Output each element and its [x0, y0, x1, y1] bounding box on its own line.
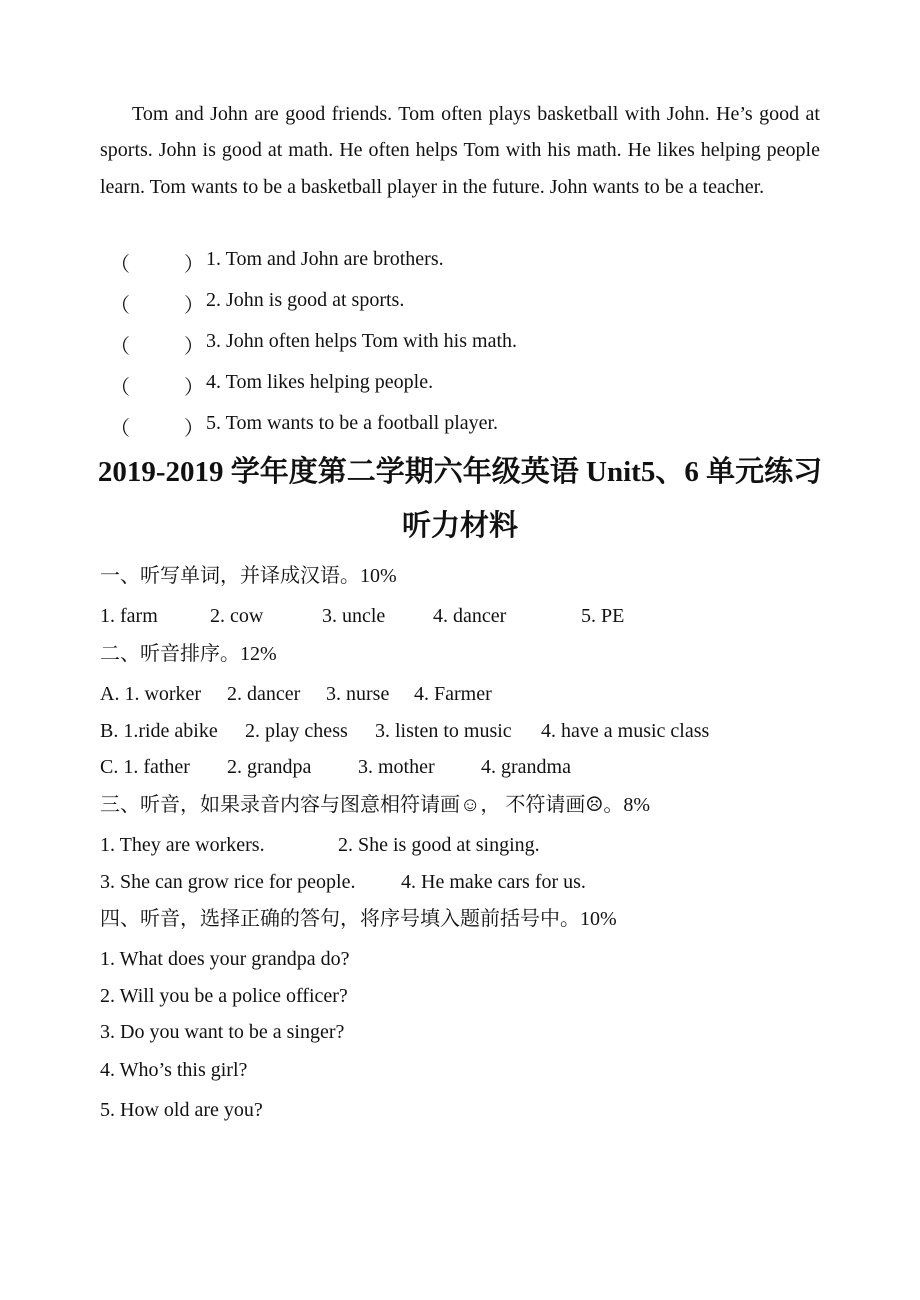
word-item: 4. dancer: [433, 605, 507, 627]
question-item: [110, 248, 630, 274]
question-item: [110, 412, 630, 438]
answer-paren-close: ）: [184, 377, 204, 399]
statement-item: 4. He make cars for us.: [401, 871, 586, 893]
question-text: 5. Tom wants to be a football player.: [206, 412, 499, 434]
section-2-heading: 二、听音排序。12%: [100, 643, 277, 665]
answer-paren-open: （: [110, 336, 130, 358]
order-item: 4. have a music class: [541, 720, 710, 742]
order-item: C. 1. father: [100, 756, 190, 778]
answer-paren-close: ）: [184, 295, 204, 317]
question-item: [110, 371, 630, 397]
answer-paren-close: ）: [184, 418, 204, 440]
answer-paren-open: （: [110, 377, 130, 399]
order-item: 2. play chess: [245, 720, 348, 742]
question-text: 3. John often helps Tom with his math.: [206, 330, 517, 352]
order-item: 3. listen to music: [375, 720, 512, 742]
question-text: 4. Tom likes helping people.: [206, 371, 434, 393]
section-1-heading: 一、听写单词，并译成汉语。10%: [100, 565, 397, 587]
question-item: [110, 289, 630, 315]
statement-item: 3. She can grow rice for people.: [100, 871, 356, 893]
dialogue-question: 4. Who’s this girl?: [100, 1059, 248, 1081]
answer-paren-open: （: [110, 418, 130, 440]
order-item: 4. grandma: [481, 756, 571, 778]
answer-paren-open: （: [110, 295, 130, 317]
answer-paren-close: ）: [184, 254, 204, 276]
statement-item: 1. They are workers.: [100, 834, 265, 856]
section-3-heading: 三、听音，如果录音内容与图意相符请画☺， 不符请画☹。8%: [100, 794, 651, 816]
order-item: 2. dancer: [227, 683, 301, 705]
order-item: 2. grandpa: [227, 756, 312, 778]
answer-paren-open: （: [110, 254, 130, 276]
question-text: 2. John is good at sports.: [206, 289, 405, 311]
answer-paren-close: ）: [184, 336, 204, 358]
word-item: 2. cow: [210, 605, 264, 627]
word-item: 3. uncle: [322, 605, 386, 627]
word-item: 1. farm: [100, 605, 158, 627]
order-item: 4. Farmer: [414, 683, 492, 705]
order-item: A. 1. worker: [100, 683, 202, 705]
question-item: [110, 330, 630, 356]
dialogue-question: 5. How old are you?: [100, 1099, 263, 1121]
statement-item: 2. She is good at singing.: [338, 834, 540, 856]
dialogue-question: 2. Will you be a police officer?: [100, 985, 348, 1007]
order-item: B. 1.ride abike: [100, 720, 218, 742]
section-4-heading: 四、听音，选择正确的答句，将序号填入题前括号中。10%: [100, 908, 617, 930]
question-text: 1. Tom and John are brothers.: [206, 248, 444, 270]
reading-passage: Tom and John are good friends. Tom often plays basketball with John. He’s good at sports. John is good at math. He often helps Tom with his math. He likes helping people learn. Tom wants to be a basketball player in the future. John wants to be a teacher.: [100, 103, 820, 198]
order-item: 3. mother: [358, 756, 435, 778]
document-title: 2019-2019 学年度第二学期六年级英语 Unit5、6 单元练习: [97, 456, 823, 488]
dialogue-question: 3. Do you want to be a singer?: [100, 1021, 345, 1043]
document-subtitle: 听力材料: [401, 510, 518, 542]
order-item: 3. nurse: [326, 683, 390, 705]
word-item: 5. PE: [581, 605, 625, 627]
dialogue-question: 1. What does your grandpa do?: [100, 948, 350, 970]
